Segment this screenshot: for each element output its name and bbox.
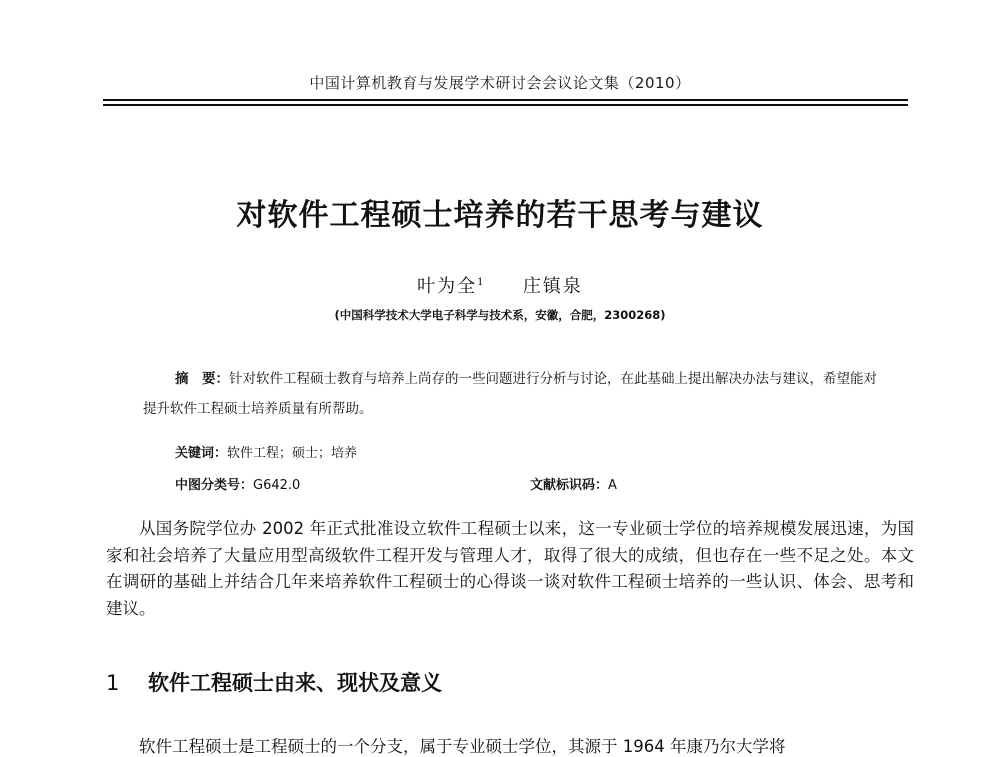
section-number: 1 — [106, 671, 120, 695]
document-code-label: 文献标识码： — [530, 478, 609, 493]
section-title: 软件工程硕士由来、现状及意义 — [148, 671, 442, 695]
author-name: 庄镇泉 — [522, 276, 583, 297]
author-name: 叶为全 — [417, 276, 478, 297]
abstract — [143, 364, 883, 424]
intro-paragraph: 从国务院学位办 2002 年正式批准设立软件工程硕士以来，这一专业硕士学位的培养规模发展迅速，为国家和社会培养了大量应用型高级软件工程开发与管理人才，取得了很大的成绩，但也存在一些不足之处。本文在调研的基础上并结合几年来培养软件工程硕士的心得谈一谈对软件工程硕士培养的一些认识、体会、思考和建议。 — [106, 519, 914, 618]
keywords-text: 软件工程；硕士；培养 — [227, 446, 358, 461]
classification-number — [175, 474, 300, 493]
section-paragraph-first-line: 软件工程硕士是工程硕士的一个分支，属于专业硕士学位，其源于 1964 年康乃尔大学将 — [139, 737, 786, 756]
classification-value: G642.0 — [253, 478, 301, 493]
running-header: 中国计算机教育与发展学术研讨会会议论文集（2010） — [309, 74, 691, 92]
abstract-label: 摘 要： — [175, 371, 229, 387]
keywords-label: 关键词： — [175, 446, 228, 461]
document-code — [530, 474, 617, 493]
classification-label: 中图分类号： — [175, 478, 254, 493]
document-code-value: A — [608, 478, 617, 493]
header-rule-bottom — [103, 104, 908, 106]
affiliation: (中国科学技术大学电子科学与技术系，安徽，合肥，2300268) — [334, 308, 666, 322]
author-list — [0, 272, 1000, 298]
header-rule-top — [103, 99, 908, 101]
section-heading — [106, 667, 442, 697]
author-affiliation-mark: 1 — [477, 277, 486, 288]
keywords — [175, 442, 357, 461]
abstract-text: 针对软件工程硕士教育与培养上尚存的一些问题进行分析与讨论，在此基础上提出解决办法与建议，希望能对提升软件工程硕士培养质量有所帮助。 — [143, 371, 877, 417]
paper-title: 对软件工程硕士培养的若干思考与建议 — [236, 198, 764, 233]
